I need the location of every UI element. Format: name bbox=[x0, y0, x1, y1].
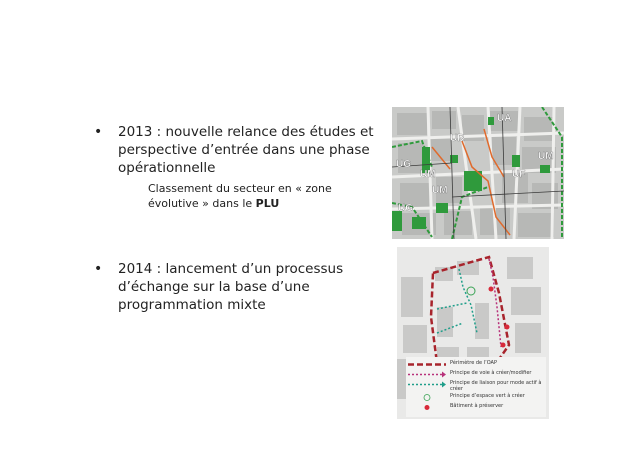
sub-bullet-text: Classement du secteur en « zone évolutive » dans le bbox=[148, 182, 332, 210]
zone-label-ua: UA bbox=[497, 113, 512, 124]
legend-item-perimeter bbox=[406, 360, 546, 369]
zone-label-um-center: UM bbox=[432, 185, 448, 196]
zone-label-ur: UR bbox=[450, 133, 465, 144]
bullet-dot: • bbox=[94, 124, 103, 140]
zone-label-um-west: UM bbox=[420, 169, 436, 180]
bullet-text: 2014 : lancement d’un processus d’échange sur la base d’une programmation mixte bbox=[118, 261, 344, 313]
link-line-icon bbox=[408, 381, 446, 388]
legend-label: Principe d’espace vert à créer bbox=[450, 393, 525, 399]
legend-item-green-space bbox=[406, 393, 546, 402]
zone-label-ug-west: UG bbox=[396, 159, 411, 170]
legend-label: Principe de liaison pour mode actif à créer bbox=[450, 380, 542, 392]
zone-label-uf: UF bbox=[512, 169, 526, 180]
sub-bullet bbox=[148, 181, 368, 211]
zoning-map-image bbox=[392, 107, 564, 239]
zoning-map bbox=[392, 107, 564, 239]
building-star-icon bbox=[408, 404, 446, 411]
legend-item-link bbox=[406, 380, 546, 392]
legend-label: Bâtiment à préserver bbox=[450, 403, 504, 409]
zone-label-um-east: UM bbox=[538, 151, 554, 162]
legend-item-road bbox=[406, 370, 546, 379]
bullet-dot: • bbox=[94, 261, 103, 277]
sub-bullet-bold: PLU bbox=[255, 197, 280, 210]
green-space-icon bbox=[408, 394, 446, 401]
legend-label: Principe de voie à créer/modifier bbox=[450, 370, 532, 376]
legend-item-building bbox=[406, 403, 546, 412]
bullet-2014 bbox=[94, 260, 375, 314]
bullet-text: 2013 : nouvelle relance des études et perspective d’entrée dans une phase opérationnelle bbox=[118, 124, 374, 176]
road-line-icon bbox=[408, 371, 446, 378]
legend-label: Périmètre de l’OAP bbox=[450, 360, 497, 366]
bullet-2013 bbox=[94, 123, 375, 211]
zone-label-ug-south: UG bbox=[398, 203, 413, 214]
oap-legend bbox=[406, 357, 546, 417]
perimeter-line-icon bbox=[408, 361, 446, 368]
